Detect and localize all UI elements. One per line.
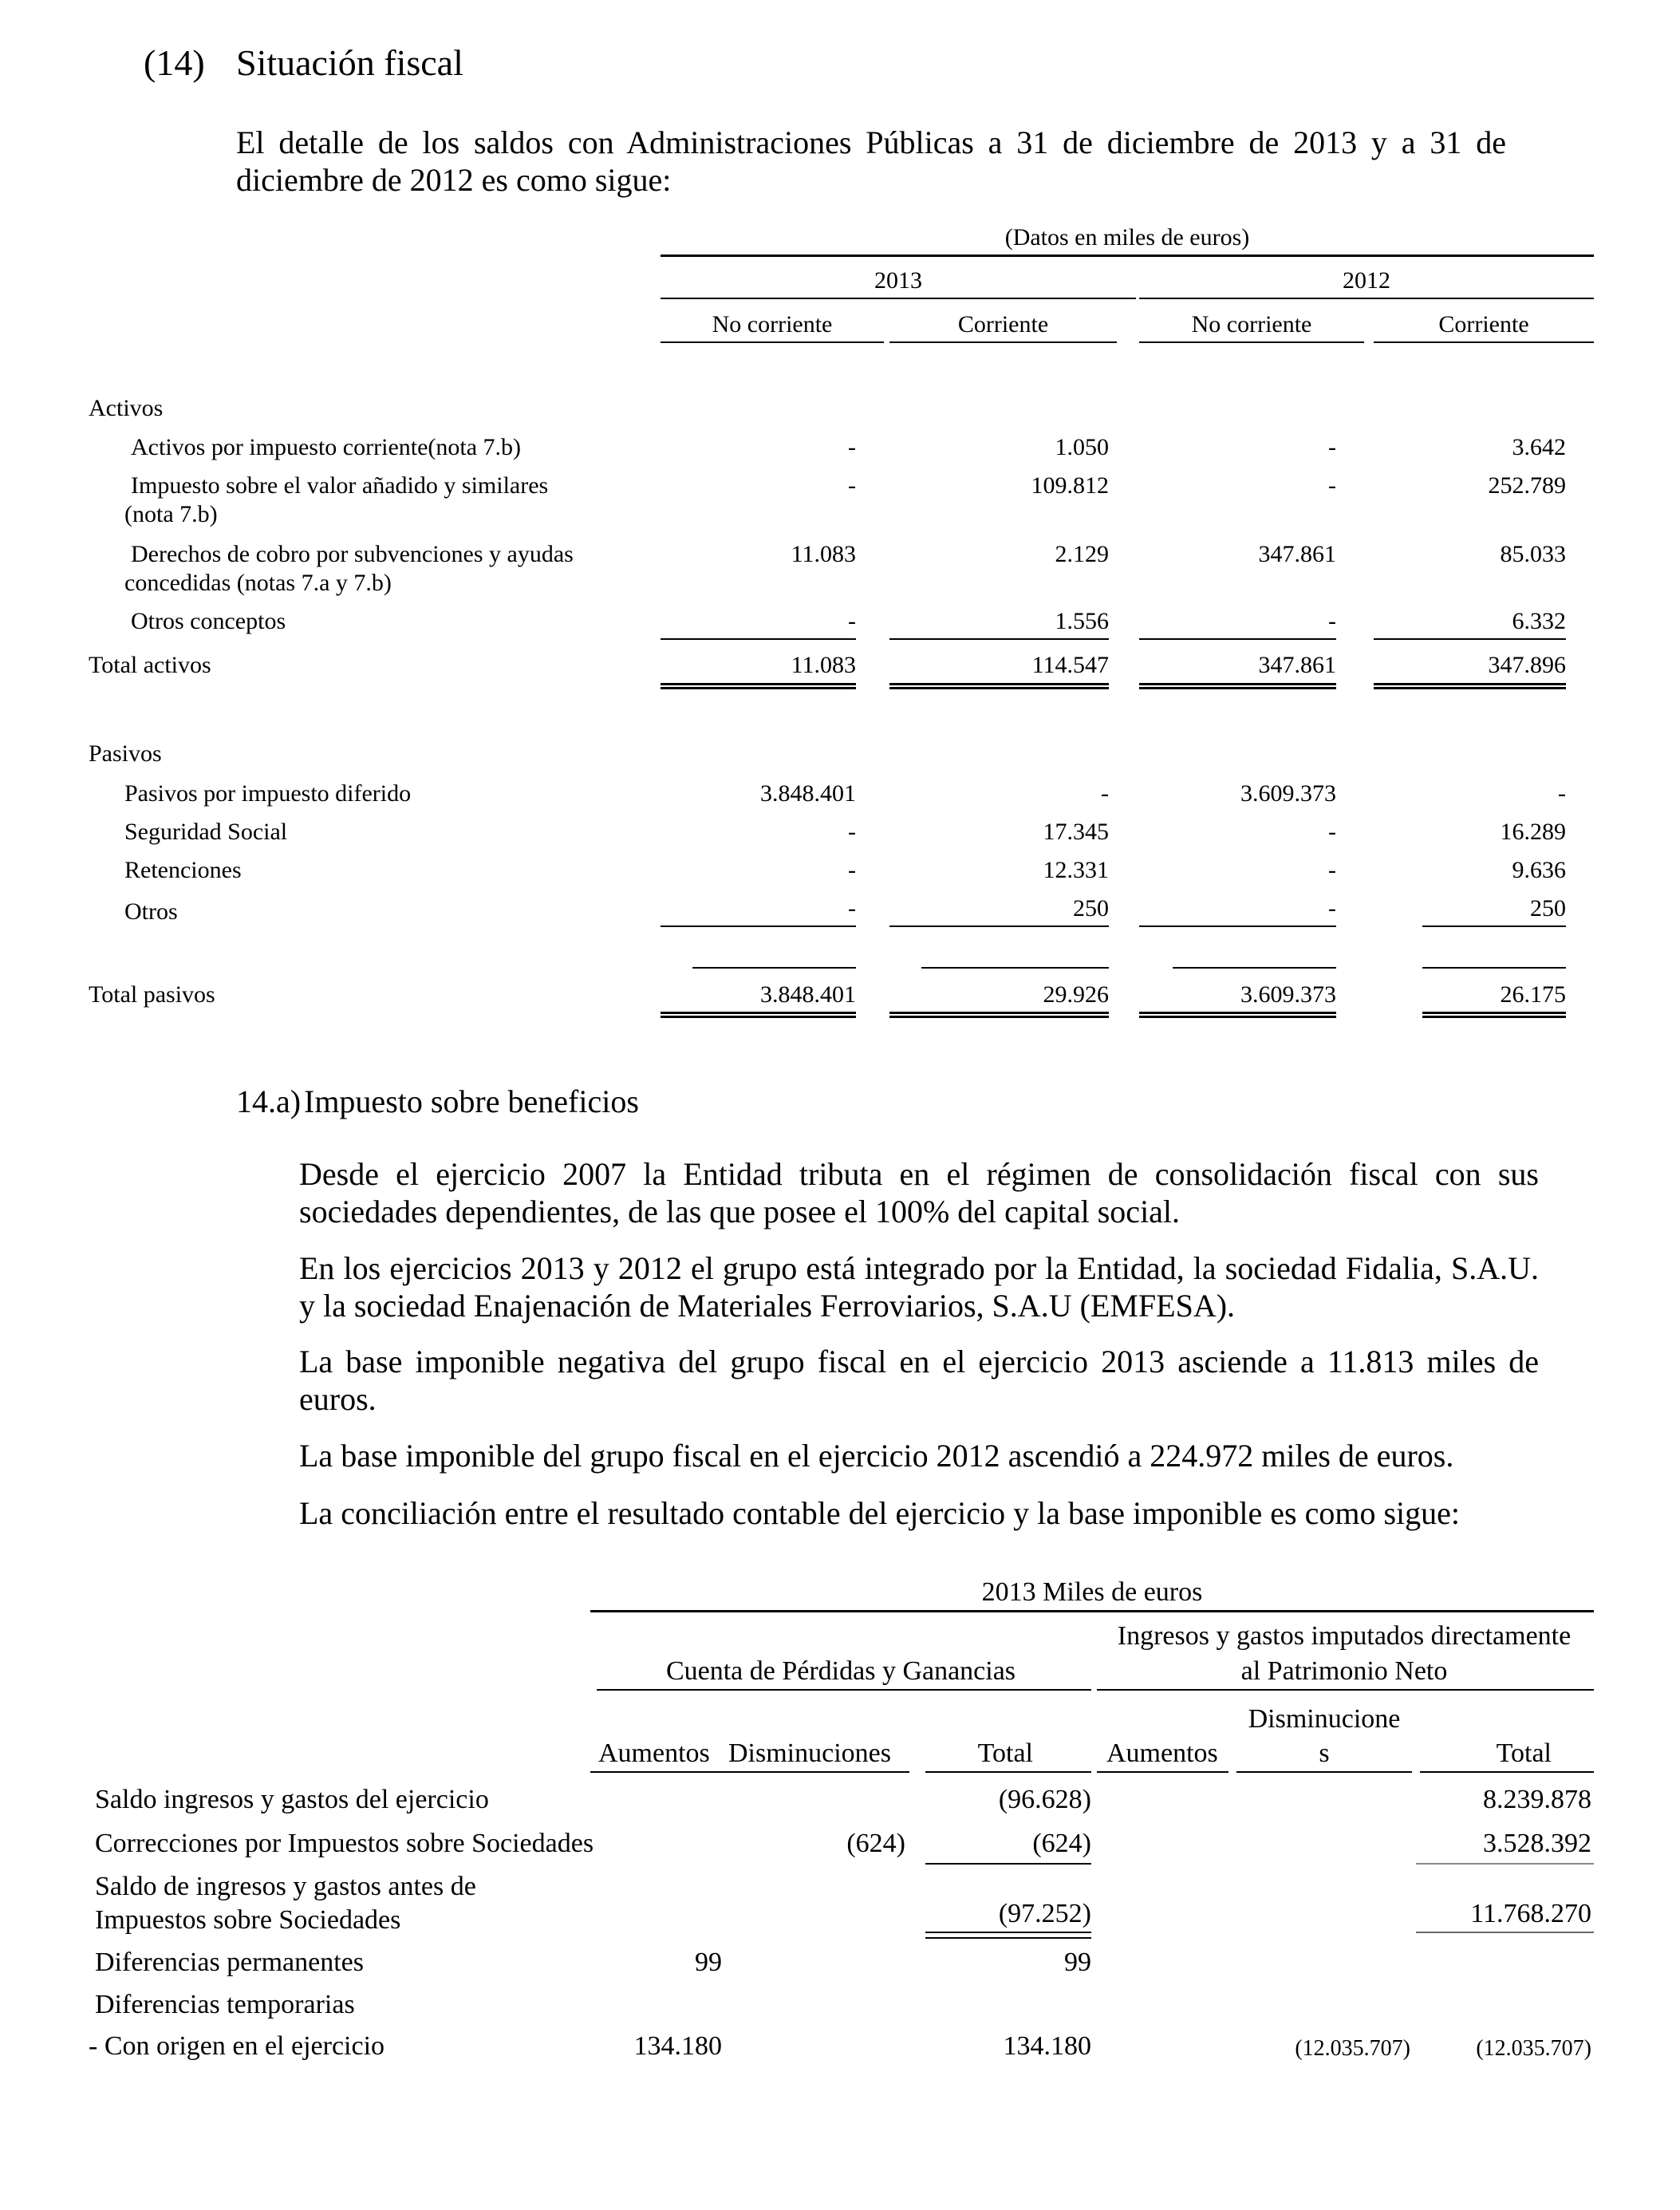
cell: - xyxy=(848,434,856,460)
col-rule xyxy=(590,1771,909,1773)
cell: 3.848.401 xyxy=(760,780,856,807)
cell: (624) xyxy=(1032,1829,1091,1858)
subtotal-rule xyxy=(1416,1932,1594,1933)
cell: 3.642 xyxy=(1512,434,1566,460)
cell: 17.345 xyxy=(1043,819,1109,845)
table1-caption: (Datos en miles de euros) xyxy=(1004,224,1250,251)
cell: 29.926 xyxy=(1043,981,1109,1008)
row-label: Pasivos por impuesto diferido xyxy=(124,780,412,807)
group-patrimonio-header-line1: Ingresos y gastos imputados directamente xyxy=(1117,1621,1572,1651)
cell: - xyxy=(1328,895,1336,921)
group-rule xyxy=(1097,1689,1594,1691)
paragraph: La base imponible negativa del grupo fiscal en el ejercicio 2013 asciende a 11.813 miles de euros. xyxy=(299,1344,1539,1417)
cell: (624) xyxy=(846,1829,905,1858)
group-rule xyxy=(597,1689,1091,1691)
cell: - xyxy=(1558,780,1566,807)
subtotal-rule xyxy=(925,1932,1091,1933)
row-label: Saldo de ingresos y gastos antes de xyxy=(95,1872,476,1901)
paragraph: La conciliación entre el resultado contable del ejercicio y la base imponible es como sigue: xyxy=(299,1495,1460,1531)
total-double-rule xyxy=(661,683,856,689)
cell: (12.035.707) xyxy=(1476,2036,1591,2061)
cell: (96.628) xyxy=(998,1785,1091,1814)
cell: 3.528.392 xyxy=(1483,1829,1591,1858)
subtotal-rule xyxy=(889,638,1109,640)
subtotal-rule xyxy=(1416,1863,1594,1865)
cell: - xyxy=(1328,608,1336,634)
cell: 3.609.373 xyxy=(1240,981,1336,1008)
cell: - xyxy=(1101,780,1109,807)
subtotal-rule xyxy=(925,1937,1091,1939)
cell: - xyxy=(848,608,856,634)
row-label: Diferencias temporarias xyxy=(95,1990,355,2019)
col-total-2: Total xyxy=(1496,1738,1552,1768)
cell: 16.289 xyxy=(1500,819,1566,845)
cell: - xyxy=(1328,857,1336,883)
col-rule xyxy=(1420,1771,1594,1773)
cell: 109.812 xyxy=(1031,472,1109,499)
cell: (97.252) xyxy=(998,1899,1091,1928)
year-2012-rule xyxy=(1139,298,1594,299)
subtotal-rule xyxy=(1139,638,1336,640)
row-label: Impuesto sobre el valor añadido y similares xyxy=(131,472,549,499)
year-2013-header: 2013 xyxy=(874,267,922,294)
cell: 252.789 xyxy=(1488,472,1566,499)
cell: 347.861 xyxy=(1258,541,1336,567)
row-label: Diferencias permanentes xyxy=(95,1948,364,1977)
cell: 9.636 xyxy=(1512,857,1566,883)
col-rule xyxy=(1139,341,1364,343)
subsection-number: 14.a) xyxy=(236,1083,302,1119)
row-label: Seguridad Social xyxy=(124,819,288,845)
cell: 99 xyxy=(695,1948,722,1977)
subtotal-rule xyxy=(692,967,856,969)
row-label-cont: concedidas (notas 7.a y 7.b) xyxy=(124,570,392,596)
subsection-title: Impuesto sobre beneficios xyxy=(304,1083,639,1119)
year-2013-rule xyxy=(661,298,1136,299)
col-disminuciones-2-cont: s xyxy=(1319,1738,1330,1768)
cell: 11.083 xyxy=(791,541,856,567)
subtotal-rule xyxy=(1422,925,1566,927)
cell: - xyxy=(848,857,856,883)
cell: 347.896 xyxy=(1488,652,1566,678)
paragraph: La base imponible del grupo fiscal en el ejercicio 2012 ascendió a 224.972 miles de euros. xyxy=(299,1438,1454,1474)
col-rule xyxy=(661,341,884,343)
col-rule xyxy=(889,341,1117,343)
col-header-c-2013: Corriente xyxy=(957,311,1049,337)
row-label: Otros xyxy=(124,898,178,925)
pasivos-heading: Pasivos xyxy=(89,740,162,767)
col-aumentos-1: Aumentos xyxy=(598,1738,710,1768)
row-label: Activos por impuesto corriente(nota 7.b) xyxy=(131,434,522,460)
cell: 11.768.270 xyxy=(1470,1899,1591,1928)
row-label-cont: Impuestos sobre Sociedades xyxy=(95,1905,401,1935)
col-header-c-2012: Corriente xyxy=(1438,311,1529,337)
row-label: Derechos de cobro por subvenciones y ayudas xyxy=(131,541,574,567)
row-label: - Con origen en el ejercicio xyxy=(89,2031,385,2061)
cell: 8.239.878 xyxy=(1483,1785,1591,1814)
col-rule xyxy=(1097,1771,1228,1773)
cell: 6.332 xyxy=(1512,608,1566,634)
cell: - xyxy=(1328,472,1336,499)
col-header-nc-2013: No corriente xyxy=(712,311,833,337)
total-double-rule xyxy=(1139,1012,1336,1018)
cell: 114.547 xyxy=(1031,652,1109,678)
subtotal-rule xyxy=(925,1863,1091,1865)
row-label: Saldo ingresos y gastos del ejercicio xyxy=(95,1785,489,1814)
cell: 1.556 xyxy=(1055,608,1109,634)
cell: - xyxy=(1328,434,1336,460)
total-double-rule xyxy=(889,1012,1109,1018)
paragraph: Desde el ejercicio 2007 la Entidad tributa en el régimen de consolidación fiscal con sus sociedades dependientes, de las que posee el 100% del capital social. xyxy=(299,1156,1539,1229)
activos-heading: Activos xyxy=(89,395,164,421)
row-label: Retenciones xyxy=(124,857,242,883)
cell: (12.035.707) xyxy=(1295,2036,1410,2061)
subtotal-rule xyxy=(921,967,1109,969)
subtotal-rule xyxy=(661,638,856,640)
total-double-rule xyxy=(1139,683,1336,689)
cell: 347.861 xyxy=(1258,652,1336,678)
subtotal-rule xyxy=(661,925,856,927)
total-double-rule xyxy=(1422,1012,1566,1018)
subtotal-rule xyxy=(1173,967,1336,969)
cell: - xyxy=(848,895,856,921)
total-pasivos-label: Total pasivos xyxy=(89,981,215,1008)
subtotal-rule xyxy=(1422,967,1566,969)
table2-caption: 2013 Miles de euros xyxy=(981,1577,1203,1607)
cell: - xyxy=(848,819,856,845)
total-double-rule xyxy=(889,683,1109,689)
cell: 250 xyxy=(1073,895,1109,921)
paragraph: En los ejercicios 2013 y 2012 el grupo está integrado por la Entidad, la sociedad Fidalia, S.A.U. y la sociedad Enajenación de Materiales Ferroviarios, S.A.U (EMFESA). xyxy=(299,1250,1539,1324)
col-disminuciones-2: Disminucione xyxy=(1248,1704,1401,1734)
section-title: Situación fiscal xyxy=(236,42,463,83)
col-rule xyxy=(1374,341,1594,343)
table2-top-rule xyxy=(590,1610,1594,1612)
table1-top-rule xyxy=(661,255,1594,257)
row-label: Otros conceptos xyxy=(131,608,286,634)
group-patrimonio-header-line2: al Patrimonio Neto xyxy=(1240,1656,1448,1686)
row-label: Correcciones por Impuestos sobre Sociedades xyxy=(95,1829,594,1858)
section-number: (14) xyxy=(144,42,205,83)
cell: - xyxy=(848,472,856,499)
col-rule xyxy=(1236,1771,1412,1773)
cell: 3.848.401 xyxy=(760,981,856,1008)
subtotal-rule xyxy=(1139,925,1336,927)
col-aumentos-2: Aumentos xyxy=(1106,1738,1218,1768)
cell: 85.033 xyxy=(1500,541,1566,567)
col-disminuciones-1: Disminuciones xyxy=(728,1738,891,1768)
cell: - xyxy=(1328,819,1336,845)
col-rule xyxy=(925,1771,1091,1773)
cell: 250 xyxy=(1530,895,1566,921)
col-header-nc-2012: No corriente xyxy=(1191,311,1312,337)
cell: 11.083 xyxy=(791,652,856,678)
cell: 134.180 xyxy=(1003,2031,1091,2061)
row-label-cont: (nota 7.b) xyxy=(124,501,218,527)
cell: 134.180 xyxy=(633,2031,722,2061)
total-double-rule xyxy=(661,1012,856,1018)
cell: 1.050 xyxy=(1055,434,1109,460)
total-activos-label: Total activos xyxy=(89,652,211,678)
total-double-rule xyxy=(1374,683,1566,689)
group-pyg-header: Cuenta de Pérdidas y Ganancias xyxy=(665,1656,1016,1686)
subtotal-rule xyxy=(889,925,1109,927)
cell: 26.175 xyxy=(1500,981,1566,1008)
subtotal-rule xyxy=(1374,638,1566,640)
cell: 3.609.373 xyxy=(1240,780,1336,807)
cell: 99 xyxy=(1064,1948,1091,1977)
year-2012-header: 2012 xyxy=(1343,267,1390,294)
cell: 2.129 xyxy=(1055,541,1109,567)
col-total-1: Total xyxy=(977,1738,1033,1768)
cell: 12.331 xyxy=(1043,857,1109,883)
section-intro: El detalle de los saldos con Administraciones Públicas a 31 de diciembre de 2013 y a 31 de diciembre de 2012 es como sigue: xyxy=(236,124,1506,198)
